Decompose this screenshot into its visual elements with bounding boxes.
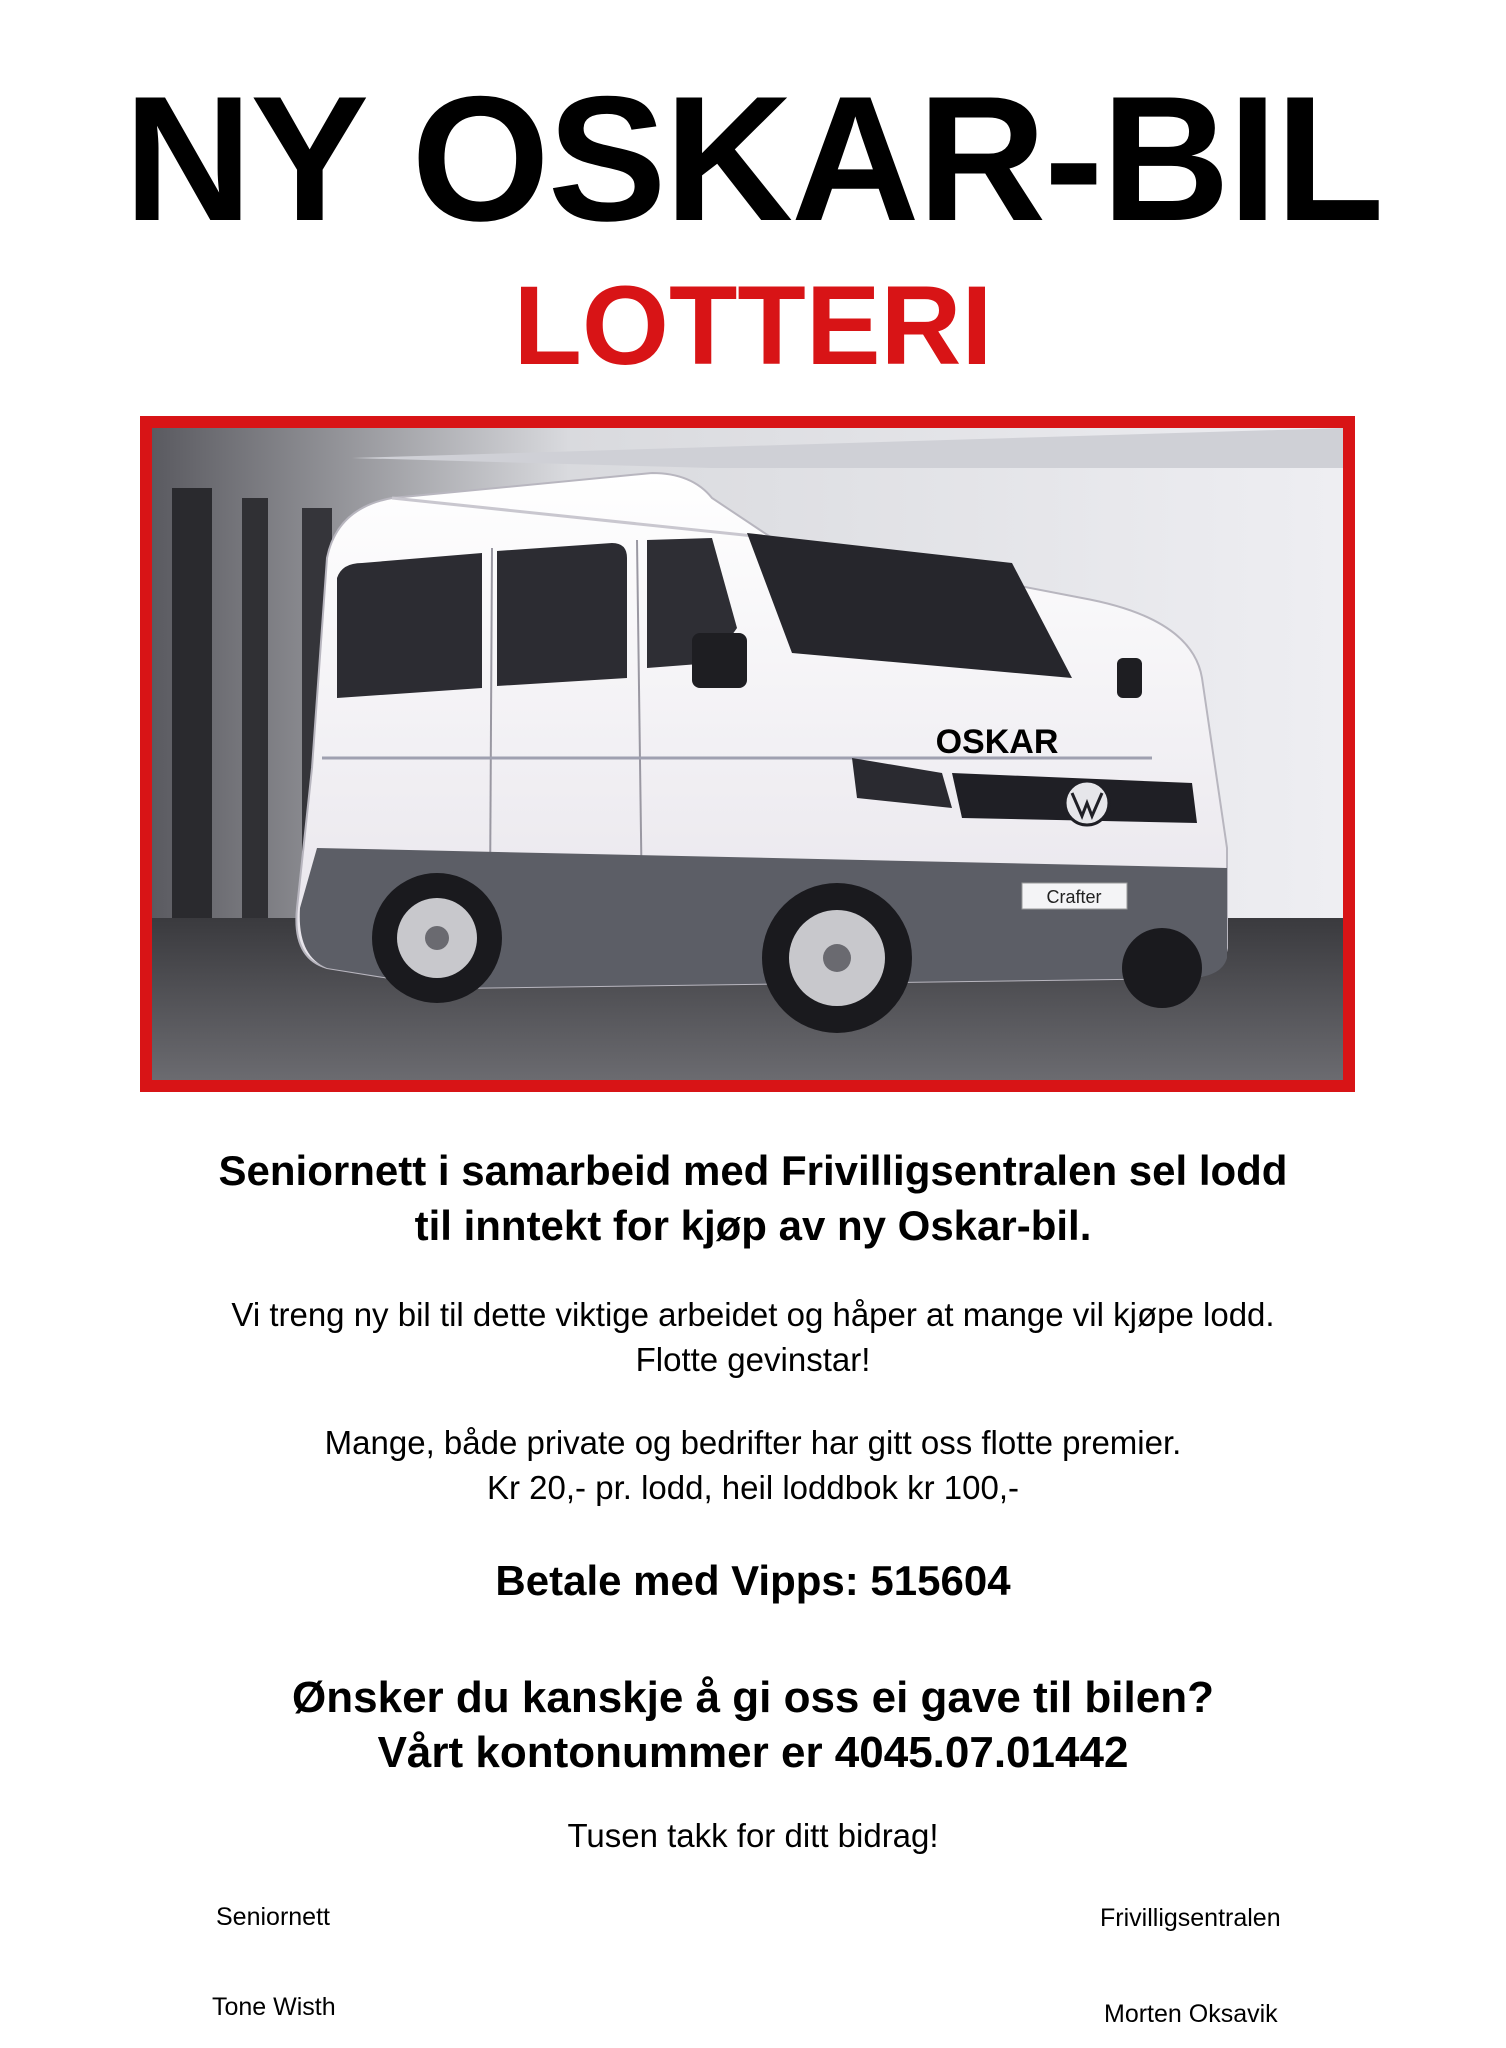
van-illustration <box>152 428 1343 1080</box>
left-organization: Seniornett <box>216 1903 330 1931</box>
right-organization: Frivilligsentralen <box>1100 1904 1281 1932</box>
right-signatory: Morten Oksavik <box>1104 2000 1278 2028</box>
para2-line-2: Kr 20,- pr. lodd, heil loddbok kr 100,- <box>487 1468 1019 1506</box>
poster-subtitle: LOTTERI <box>513 263 993 388</box>
headline-line-2: til inntekt for kjøp av ny Oskar-bil. <box>414 1202 1092 1250</box>
para1-line-2: Flotte gevinstar! <box>635 1340 871 1378</box>
poster-title: NY OSKAR-BIL <box>123 59 1383 258</box>
van-label: OSKAR <box>935 723 1059 761</box>
para1-line-1: Vi treng ny bil til dette viktige arbeidet og håper at mange vil kjøpe lodd. <box>231 1296 1275 1333</box>
gift-line-1: Ønsker du kanskje å gi oss ei gave til bilen? <box>292 1673 1214 1722</box>
van-photo <box>140 416 1355 1092</box>
gift-info <box>0 1670 1506 1781</box>
plate-text: Crafter <box>1046 887 1102 907</box>
thanks-text: Tusen takk for ditt bidrag! <box>567 1817 939 1854</box>
headline <box>0 1143 1506 1254</box>
vipps-info: Betale med Vipps: 515604 <box>495 1557 1011 1604</box>
gift-line-2: Vårt kontonummer er 4045.07.01442 <box>377 1728 1129 1778</box>
left-signatory: Tone Wisth <box>212 1993 336 2021</box>
headline-line-1: Seniornett i samarbeid med Frivilligsentralen sel lodd <box>218 1147 1288 1194</box>
paragraph-need <box>0 1293 1506 1382</box>
para2-line-1: Mange, både private og bedrifter har gitt oss flotte premier. <box>324 1424 1182 1461</box>
paragraph-prizes <box>0 1421 1506 1510</box>
